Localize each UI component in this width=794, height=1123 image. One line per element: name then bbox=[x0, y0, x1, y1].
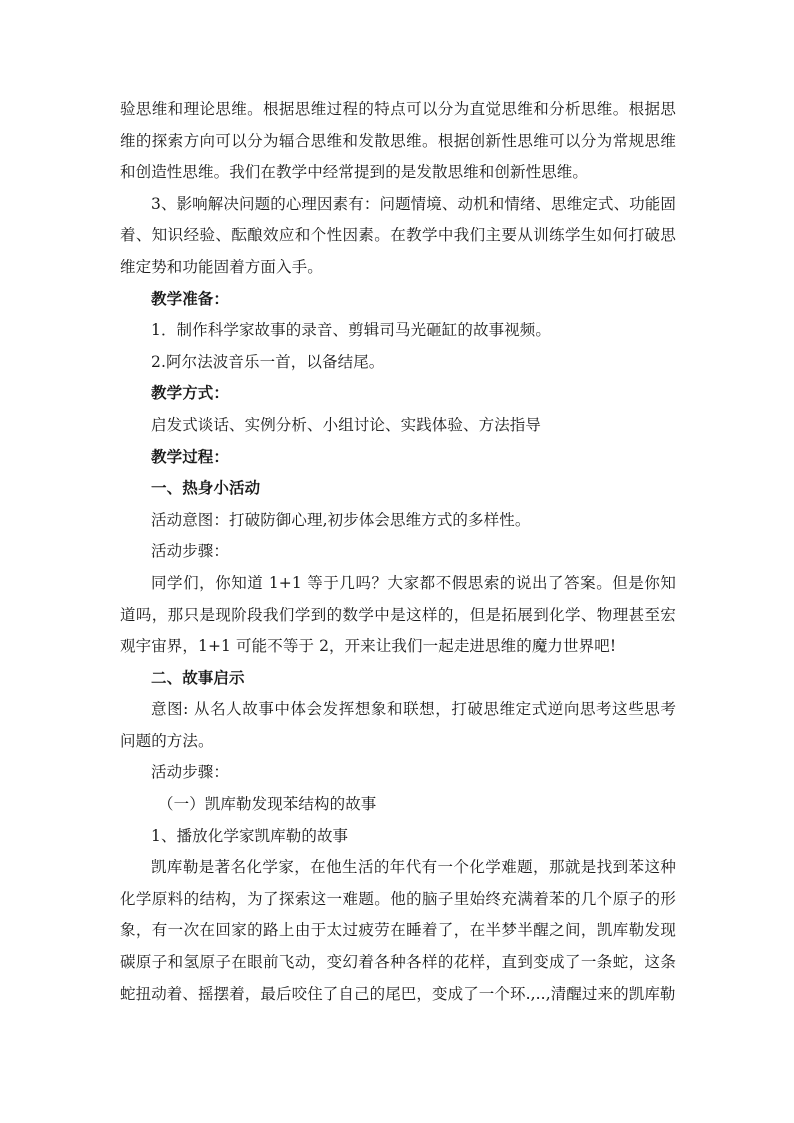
paragraph-thinking-types: 验思维和理论思维。根据思维过程的特点可以分为直觉思维和分析思维。根据思维的探索方向可以分为辐合思维和发散思维。根据创新性思维可以分为常规思维和创造性思维。我们在教学中经常提到的是发散思维和创新性思维。 bbox=[120, 100, 676, 182]
story-kekule-body: 凯库勒是著名化学家，在他生活的年代有一个化学难题，那就是找到苯这种化学原料的结构，为了探索这一难题。他的脑子里始终充满着苯的几个原子的形象，有一次在回家的路上由于太过疲劳在睡着了，在半梦半醒之间，凯库勒发现碳原子和氢原子在眼前飞动，变幻着各种各样的花样，直到变成了一条蛇，这条蛇扭动着、摇摆着，最后咬住了自己的尾巴，变成了一个环.,..,清醒过来的凯库勒 bbox=[120, 858, 676, 1003]
teaching-method-text: 启发式谈话、实例分析、小组讨论、实践体验、方法指导 bbox=[151, 415, 542, 434]
heading-section-warmup: 一、热身小活动 bbox=[151, 479, 261, 498]
document-body bbox=[120, 94, 676, 1010]
story-kekule-item: 1、播放化学家凯库勒的故事 bbox=[151, 826, 349, 845]
list-item-prep-2: 2.阿尔法波音乐一首，以备结尾。 bbox=[151, 352, 385, 371]
heading-teaching-preparation: 教学准备： bbox=[151, 289, 230, 308]
list-item-prep-1: 1．制作科学家故事的录音、剪辑司马光砸缸的故事视频。 bbox=[151, 321, 551, 340]
section-warmup-body: 同学们，你知道 1+1 等于几吗？大家都不假思索的说出了答案。但是你知道吗，那只是现阶段我们学到的数学中是这样的，但是拓展到化学、物理甚至宏观宇宙界，1+1 可能不等于 2，开来让我们一起走进思维的魔力世界吧! bbox=[120, 573, 676, 656]
section-story-steps-label: 活动步骤： bbox=[151, 763, 230, 782]
story-kekule-title: （一）凯库勒发现苯结构的故事 bbox=[158, 795, 377, 814]
section-warmup-steps-label: 活动步骤： bbox=[151, 542, 230, 561]
heading-teaching-method: 教学方式： bbox=[151, 384, 230, 403]
section-warmup-intent: 活动意图：打破防御心理,初步体会思维方式的多样性。 bbox=[151, 510, 531, 529]
heading-section-story: 二、故事启示 bbox=[151, 668, 245, 687]
heading-teaching-process: 教学过程： bbox=[151, 447, 230, 466]
section-story-intent: 意图: 从名人故事中体会发挥想象和联想，打破思维定式逆向思考这些思考问题的方法。 bbox=[120, 700, 676, 750]
paragraph-psychological-factors: 3、影响解决问题的心理因素有：问题情境、动机和情绪、思维定式、功能固着、知识经验、酝酿效应和个性因素。在教学中我们主要从训练学生如何打破思维定势和功能固着方面入手。 bbox=[120, 194, 676, 276]
